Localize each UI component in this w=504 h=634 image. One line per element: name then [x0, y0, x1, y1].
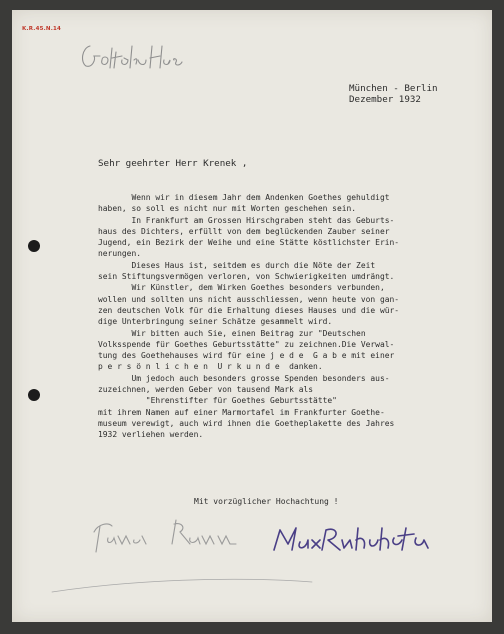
body-line: wollen und sollten uns nicht ausschliessen, wenn heute von gan- — [98, 294, 400, 304]
body-line: dige Unterbringung seiner Schätze gesammelt wird. — [98, 317, 333, 327]
body-line: Wenn wir in diesem Jahr dem Andenken Goethes gehuldigt — [98, 193, 390, 202]
body-line: "Ehrenstifter für Goethes Geburtsstätte" — [98, 396, 337, 406]
body-line: p e r s ö n l i c h e n U r k u n d e danken. — [98, 362, 323, 372]
body-line: Dieses Haus ist, seitdem es durch die Nöte der Zeit — [98, 260, 376, 270]
body-line: sein Stiftungsvermögen verloren, von Schwierigkeiten umdrängt. — [98, 272, 395, 282]
pencil-note-handwriting — [76, 38, 186, 78]
closing-formula: Mit vorzüglicher Hochachtung ! — [194, 497, 339, 506]
ink-signature — [274, 528, 428, 550]
punch-hole-lower — [28, 389, 40, 401]
body-line: nerungen. — [98, 249, 142, 259]
salutation: Sehr geehrter Herr Krenek , — [98, 158, 248, 169]
place-and-date — [349, 83, 438, 105]
body-line: zen deutschen Volk für die Erhaltung dieses Hauses und die wür- — [98, 305, 400, 315]
pencil-signature-1 — [94, 524, 146, 552]
body-line: haus des Dichters, erfüllt von dem beglückenden Zauber seiner — [98, 226, 390, 236]
archive-mark: K.R.45.N.14 — [22, 26, 62, 32]
body-line: Um jedoch auch besonders grosse Spenden besonders aus- — [98, 373, 390, 383]
body-line: tung des Goethehauses wird für eine j e d e G a b e mit einer — [98, 351, 395, 361]
body-line: In Frankfurt am Grossen Hirschgraben steht das Geburts- — [98, 215, 395, 225]
signatures — [12, 510, 492, 610]
body-line: museum verewigt, auch wird ihnen die Goetheplakette des Jahres — [98, 418, 395, 428]
punch-hole-upper — [28, 240, 40, 252]
body-line: Volksspende für Goethes Geburtsstätte" zu zeichnen.Die Verwal- — [98, 339, 395, 349]
body-line: Wir bitten auch Sie, einen Beitrag zur "Deutschen — [98, 328, 366, 338]
body-line: Jugend, ein Bezirk der Weihe und eine Stätte köstlichster Erin- — [98, 238, 400, 248]
body-line: Wir Künstler, dem Wirken Goethes besonders verbunden, — [98, 283, 385, 293]
pencil-signature-2 — [172, 520, 236, 544]
letter-body — [98, 192, 399, 441]
body-line: 1932 verliehen werden. — [98, 430, 204, 440]
place-line: München - Berlin — [349, 83, 438, 94]
body-line: haben, so soll es nicht nur mit Worten geschehen sein. — [98, 204, 357, 214]
body-line: mit ihrem Namen auf einer Marmortafel im Frankfurter Goethe- — [98, 407, 385, 417]
body-line: zuzeichnen, werden Geber von tausend Mark als — [98, 385, 314, 395]
letter-page — [12, 10, 492, 622]
date-line: Dezember 1932 — [349, 94, 421, 105]
